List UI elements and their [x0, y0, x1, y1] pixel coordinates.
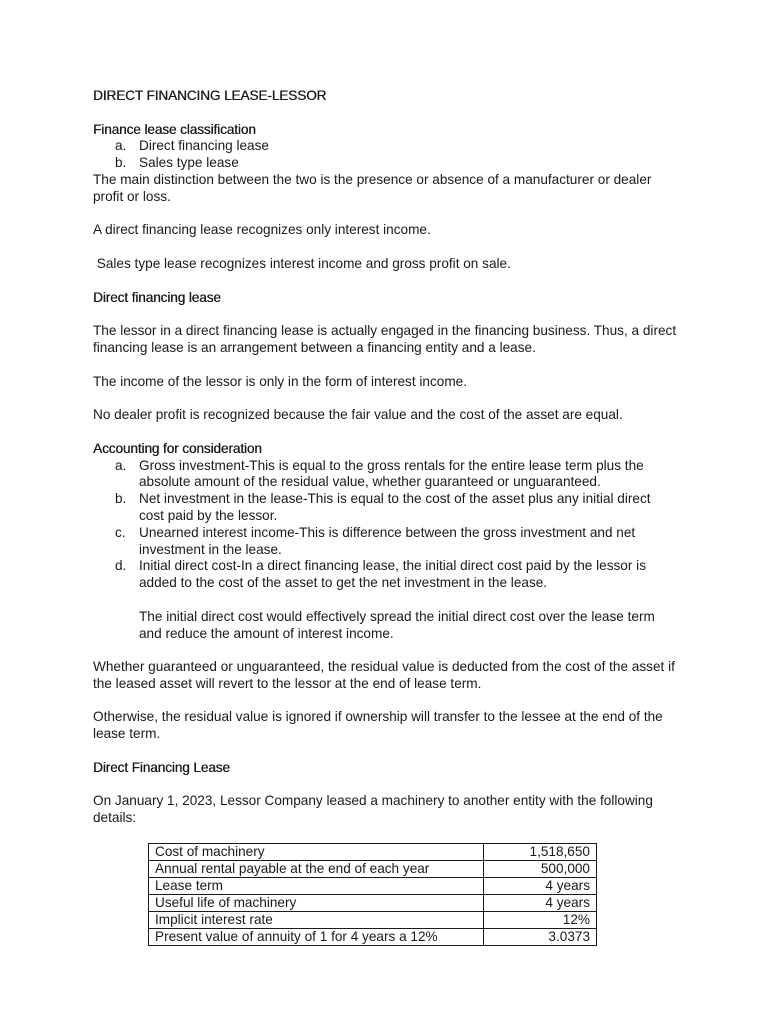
list-item: [93, 458, 678, 492]
direct-para-1: The lessor in a direct financing lease is actually engaged in the financing business. Thus, a direct financing lease is an arrangement between a financing entity and a lease.: [93, 323, 677, 355]
lease-details-table: [148, 843, 597, 946]
list-item-text: Gross investment-This is equal to the gross rentals for the entire lease term plus the absolute amount of the residual value, whether guaranteed or unguaranteed.: [139, 457, 644, 490]
example-intro: On January 1, 2023, Lessor Company leased a machinery to another entity with the following details:: [93, 793, 653, 826]
list-item-text: Unearned interest income-This is difference between the gross investment and net investment in the lease.: [139, 524, 636, 557]
table-row: [149, 929, 597, 946]
residual-para-2: Otherwise, the residual value is ignored if ownership will transfer to the lessee at the end of the lease term.: [93, 709, 663, 742]
table-row: [149, 895, 597, 912]
list-item-text: Net investment in the lease-This is equal to the cost of the asset plus any initial direct cost paid by the lessor.: [139, 491, 651, 523]
classification-heading: Finance lease classification: [93, 121, 256, 137]
list-item: [93, 138, 678, 155]
table-cell-value: 4 years: [484, 895, 597, 912]
table-cell-value: 4 years: [484, 878, 597, 895]
direct-financing-heading: Direct financing lease: [93, 289, 221, 305]
direct-note-paragraph: A direct financing lease recognizes only interest income.: [93, 222, 431, 238]
table-row: [149, 844, 597, 861]
list-item-text: Direct financing lease: [139, 138, 269, 154]
list-item: [93, 558, 678, 592]
distinction-paragraph: The main distinction between the two is the presence or absence of a manufacturer or dealer profit or loss.: [93, 171, 652, 204]
table-cell-value: 3.0373: [484, 929, 597, 946]
accounting-list: [93, 458, 678, 592]
residual-para-1: Whether guaranteed or unguaranteed, the residual value is deducted from the cost of the asset if the leased asset will revert to the lessor at the end of lease term.: [93, 659, 675, 691]
list-item: [93, 155, 678, 172]
table-row: [149, 878, 597, 895]
document-page: [93, 88, 678, 946]
sales-note-paragraph: Sales type lease recognizes interest income and gross profit on sale.: [93, 255, 511, 271]
example-heading: Direct Financing Lease: [93, 759, 230, 775]
list-marker: a.: [115, 138, 127, 154]
table-cell-label: Lease term: [149, 878, 484, 895]
table-cell-label: Present value of annuity of 1 for 4 years a 12%: [149, 929, 484, 946]
list-item-text: Sales type lease: [139, 155, 239, 171]
lease-details-table-wrapper: [148, 843, 678, 946]
list-item: [93, 491, 678, 525]
direct-para-2: The income of the lessor is only in the form of interest income.: [93, 373, 467, 389]
table-cell-label: Implicit interest rate: [149, 912, 484, 929]
table-cell-value: 1,518,650: [484, 844, 597, 861]
classification-list: [93, 138, 678, 172]
list-marker: c.: [115, 524, 126, 540]
accounting-heading: Accounting for consideration: [93, 440, 262, 456]
table-cell-label: Cost of machinery: [149, 844, 484, 861]
document-title: DIRECT FINANCING LEASE-LESSOR: [93, 88, 327, 103]
table-cell-label: Useful life of machinery: [149, 895, 484, 912]
table-cell-value: 12%: [484, 912, 597, 929]
list-marker: d.: [115, 558, 127, 574]
list-item: [93, 525, 678, 559]
table-row: [149, 912, 597, 929]
list-marker: b.: [115, 491, 127, 507]
table-row: [149, 861, 597, 878]
table-cell-label: Annual rental payable at the end of each year: [149, 861, 484, 878]
list-marker: a.: [115, 457, 127, 473]
list-item-text: Initial direct cost-In a direct financing lease, the initial direct cost paid by the lessor is added to the cost of the asset to get the net investment in the lease.: [139, 558, 646, 591]
table-cell-value: 500,000: [484, 861, 597, 878]
initial-direct-cost-note: The initial direct cost would effectively spread the initial direct cost over the lease term and reduce the amount of interest income.: [139, 608, 655, 641]
direct-para-3: No dealer profit is recognized because the fair value and the cost of the asset are equal.: [93, 407, 623, 423]
list-marker: b.: [115, 155, 127, 171]
